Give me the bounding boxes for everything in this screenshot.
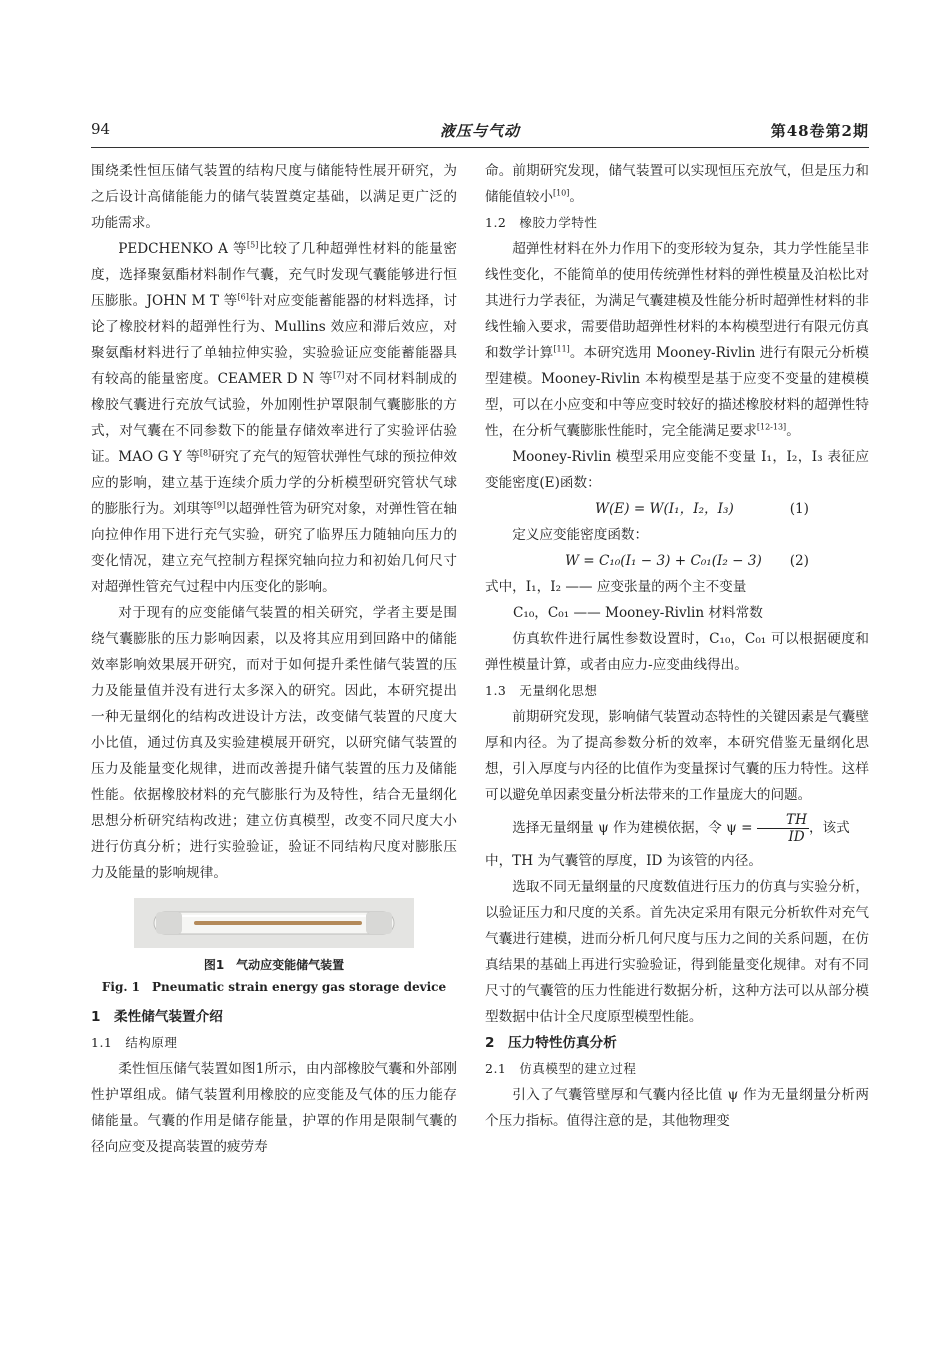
journal-title: 液压与气动 [439, 122, 520, 140]
equation-2: W = C₁₀(I₁ − 3) + C₀₁(I₂ − 3) (2) [565, 553, 809, 569]
figure-1 [91, 898, 457, 948]
equation-1: W(E) = W(I₁，I₂，I₃) (1) [595, 501, 809, 517]
paragraph: Mooney-Rivlin 模型采用应变能不变量 I₁，I₂，I₃ 表征应变能密度(E)函数： [485, 449, 869, 491]
subsection-heading: 1.1 结构原理 [91, 1035, 178, 1050]
paragraph: 围绕柔性恒压储气装置的结构尺度与储能特性展开研究，为之后设计高储能能力的储气装置奠定基础，以满足更广泛的功能需求。 [91, 163, 457, 231]
header-rule [91, 147, 869, 148]
paragraph: 柔性恒压储气装置如图1所示，由内部橡胶气囊和外部刚性护罩组成。储气装置利用橡胶的应变能及气体的压力能存储能量。气囊的作用是储存能量，护罩的作用是限制气囊的径向应变及提高装置的疲劳寿 [91, 1061, 457, 1155]
paragraph: 选取不同无量纲量的尺度数值进行压力的仿真与实验分析，以验证压力和尺度的关系。首先决定采用有限元分析软件对充气气囊进行建模，进而分析几何尺度与压力之间的关系问题，在仿真结果的基础上再进行实验验证，得到能量变化规律。对有不同尺寸的气囊管的压力性能进行数据分析，这种方法可以从部分模型数据中估计全尺度原型模型性能。 [485, 879, 869, 1025]
paragraph: 引入了气囊管壁厚和气囊内径比值 ψ 作为无量纲量分析两个压力指标。值得注意的是，其他物理变 [485, 1087, 869, 1129]
paragraph: 仿真软件进行属性参数设置时，C₁₀，C₀₁ 可以根据硬度和弹性模量计算，或者由应力-应变曲线得出。 [485, 631, 869, 673]
fraction-th-id: $\frac{TH}{ID}$ [757, 812, 809, 845]
page-header [91, 120, 869, 144]
volume-issue: 第48卷第2期 [770, 122, 869, 140]
equation-where-2: C₁₀，C₀₁ —— Mooney-Rivlin 材料常数 [513, 605, 763, 621]
right-column [485, 158, 869, 1134]
paragraph: 超弹性材料在外力作用下的变形较为复杂，其力学性能呈非线性变化，不能简单的使用传统弹性材料的弹性模量及泊松比对其进行力学表征，为满足气囊建模及性能分析时超弹性材料的非线性输入要求，需要借助超弹性材料的本构模型进行有限元仿真和数学计算[11]。本研究选用 Mooney-Rivlin 进行有限元分析模型建模。Mooney-Rivlin 本构模型是基于应变不变量的建模模型，可以在小应变和中等应变时较好的描述橡胶材料的超弹性特性，在分析气囊膨胀性能时，完全能满足要求[12-13]。 [485, 241, 870, 439]
section-heading: 1 柔性储气装置介绍 [91, 1009, 223, 1025]
paragraph: 前期研究发现，影响储气装置动态特性的关键因素是气囊壁厚和内径。为了提高参数分析的效率，本研究借鉴无量纲化思想，引入厚度与内径的比值作为变量探讨气囊的压力特性。这样可以避免单因素变量分析法带来的工作量庞大的问题。 [485, 709, 869, 803]
paragraph: 命。前期研究发现，储气装置可以实现恒压充放气，但是压力和储能值较小[10]。 [485, 163, 869, 205]
subsection-heading: 2.1 仿真模型的建立过程 [485, 1061, 637, 1076]
paragraph: 对于现有的应变能储气装置的相关研究，学者主要是围绕气囊膨胀的压力影响因素，以及将其应用到回路中的储能效率影响效果展开研究，而对于如何提升柔性储气装置的压力及能量值并没有进行太多深入的研究。因此，本研究提出一种无量纲化的结构改进设计方法，改变储气装置的尺度大小比值，通过仿真及实验建模展开研究，以研究储气装置的压力及能量变化规律，进而改善提升储气装置的压力及储能性能。依据橡胶材料的充气膨胀行为及特性，结合无量纲化思想分析研究结构改进；建立仿真模型，改变不同尺度大小进行仿真分析；进行实验验证，验证不同结构尺度对膨胀压力及能量的影响规律。 [91, 605, 457, 881]
paragraph: 定义应变能密度函数： [512, 527, 649, 543]
equation-where-1: 式中，I₁，I₂ —— 应变张量的两个主不变量 [485, 579, 747, 595]
subsection-heading: 1.2 橡胶力学特性 [485, 215, 598, 230]
figure-caption-en: Fig. 1 Pneumatic strain energy gas storage device [101, 980, 447, 994]
section-heading: 2 压力特性仿真分析 [485, 1035, 617, 1051]
page-number: 94 [91, 120, 111, 138]
paragraph: 选择无量纲量 ψ 作为建模依据，令 ψ = $\frac{TH}{ID}$ ，该式 [512, 812, 850, 845]
left-column [91, 158, 457, 1160]
paragraph: PEDCHENKO A 等[5]比较了几种超弹性材料的能量密度，选择聚氨酯材料制作气囊，充气时发现气囊能够进行恒压膨胀。JOHN M T 等[6]针对应变能蓄能器的材料选择，讨论了橡胶材料的超弹性行为、Mullins 效应和滞后效应，对聚氨酯材料进行了单轴拉伸实验，实验验证应变能蓄能器具有较高的能量密度。CEAMER D N 等[7]对不同材料制成的橡胶气囊进行充放气试验，外加刚性护罩限制气囊膨胀的方式，对气囊在不同参数下的能量存储效率进行了实验评估验证。MAO G Y 等[8]研究了充气的短管状弹性气球的预拉伸效应的影响，建立基于连续介质力学的分析模型研究管状气球的膨胀行为。刘琪等[9]以超弹性管为研究对象，对弹性管在轴向拉伸作用下进行充气实验，研究了临界压力随轴向压力的变化情况，建立充气控制方程探究轴向拉力和初始几何尺寸对超弹性管充气过程中内压变化的影响。 [91, 240, 458, 595]
paragraph: 中，TH 为气囊管的厚度，ID 为该管的内径。 [485, 853, 762, 869]
gas-storage-device-photo [134, 898, 414, 948]
subsection-heading: 1.3 无量纲化思想 [485, 683, 598, 698]
figure-caption-cn: 图1 气动应变能储气装置 [203, 958, 345, 972]
